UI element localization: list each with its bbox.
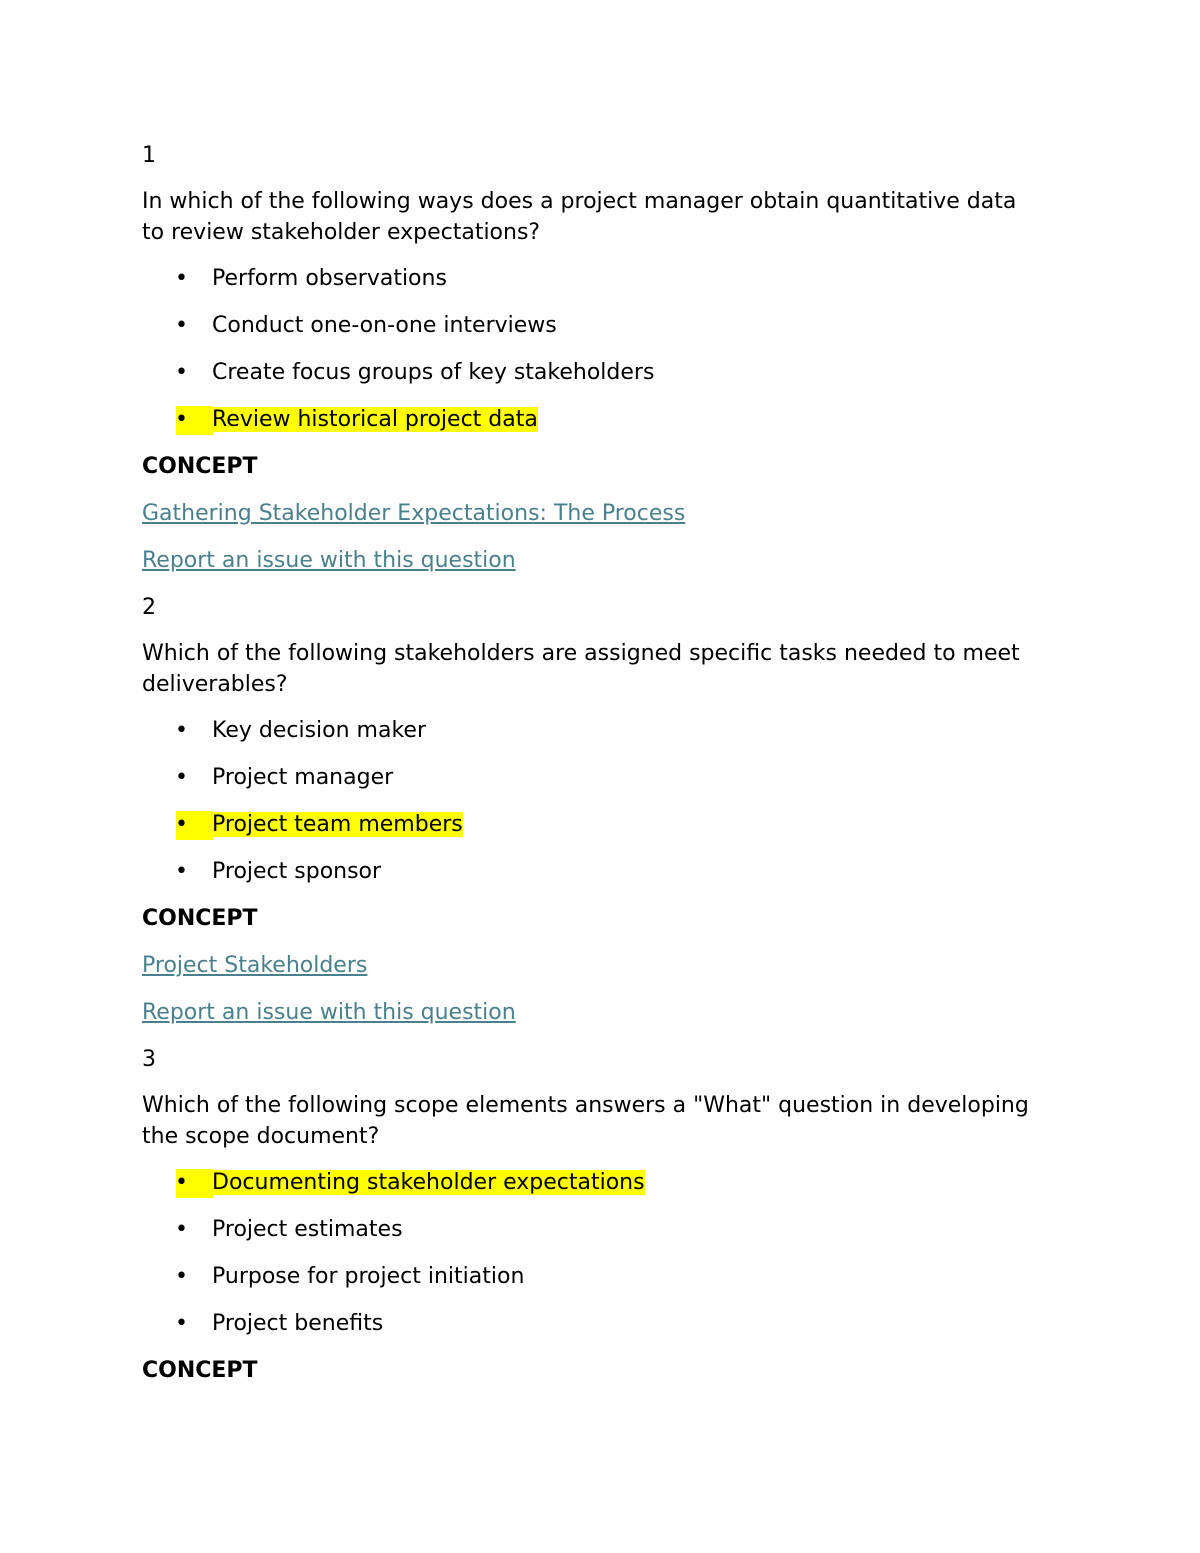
- bullet-icon: •: [175, 718, 188, 743]
- bullet-icon: •: [175, 812, 188, 837]
- answer-option-label: Key decision maker: [212, 718, 427, 743]
- report-issue-link[interactable]: Report an issue with this question: [142, 548, 516, 573]
- answer-option-label: Project benefits: [212, 1311, 384, 1336]
- answer-options: [142, 263, 1042, 435]
- concept-heading: CONCEPT: [142, 1358, 258, 1383]
- answer-option-label: Review historical project data: [212, 407, 538, 432]
- concept-link[interactable]: Gathering Stakeholder Expectations: The Process: [142, 501, 686, 526]
- question-number: 2: [142, 595, 156, 620]
- answer-option: [142, 357, 1042, 388]
- answer-options: [142, 1167, 1042, 1339]
- answer-option: [142, 310, 1042, 341]
- answer-option-label: Project manager: [212, 765, 394, 790]
- bullet-icon: •: [175, 1170, 188, 1195]
- answer-option-label: Project estimates: [212, 1217, 403, 1242]
- answer-option-label: Create focus groups of key stakeholders: [212, 360, 655, 385]
- question-text: Which of the following scope elements answers a "What" question in developing the scope document?: [142, 1093, 1029, 1149]
- bullet-icon: •: [175, 1264, 188, 1289]
- bullet-icon: •: [175, 360, 188, 385]
- answer-option-label: Conduct one-on-one interviews: [212, 313, 557, 338]
- answer-option-label: Perform observations: [212, 266, 447, 291]
- concept-link[interactable]: Project Stakeholders: [142, 953, 368, 978]
- question-2: [142, 592, 1042, 1028]
- answer-options: [142, 715, 1042, 887]
- answer-option: [142, 1261, 1042, 1292]
- concept-heading: CONCEPT: [142, 454, 258, 479]
- question-number: 1: [142, 143, 156, 168]
- question-text: Which of the following stakeholders are assigned specific tasks needed to meet deliverables?: [142, 641, 1020, 697]
- report-issue-link[interactable]: Report an issue with this question: [142, 1000, 516, 1025]
- answer-option: [142, 762, 1042, 793]
- concept-heading: CONCEPT: [142, 906, 258, 931]
- bullet-icon: •: [175, 765, 188, 790]
- answer-option-label: Project team members: [212, 812, 463, 837]
- answer-option: [142, 856, 1042, 887]
- answer-option-label: Documenting stakeholder expectations: [212, 1170, 645, 1195]
- answer-option: [142, 263, 1042, 294]
- answer-option: [142, 1308, 1042, 1339]
- question-3: [142, 1044, 1042, 1386]
- bullet-icon: •: [175, 266, 188, 291]
- bullet-icon: •: [175, 1311, 188, 1336]
- question-number: 3: [142, 1047, 156, 1072]
- answer-option: [142, 715, 1042, 746]
- answer-option-correct: [142, 1167, 1042, 1198]
- question-text: In which of the following ways does a project manager obtain quantitative data to review stakeholder expectations?: [142, 189, 1017, 245]
- answer-option-label: Project sponsor: [212, 859, 382, 884]
- answer-option-correct: [142, 404, 1042, 435]
- bullet-icon: •: [175, 407, 188, 432]
- document-page: [142, 140, 1042, 1402]
- answer-option-label: Purpose for project initiation: [212, 1264, 525, 1289]
- bullet-icon: •: [175, 1217, 188, 1242]
- answer-option-correct: [142, 809, 1042, 840]
- bullet-icon: •: [175, 859, 188, 884]
- question-1: [142, 140, 1042, 576]
- bullet-icon: •: [175, 313, 188, 338]
- answer-option: [142, 1214, 1042, 1245]
